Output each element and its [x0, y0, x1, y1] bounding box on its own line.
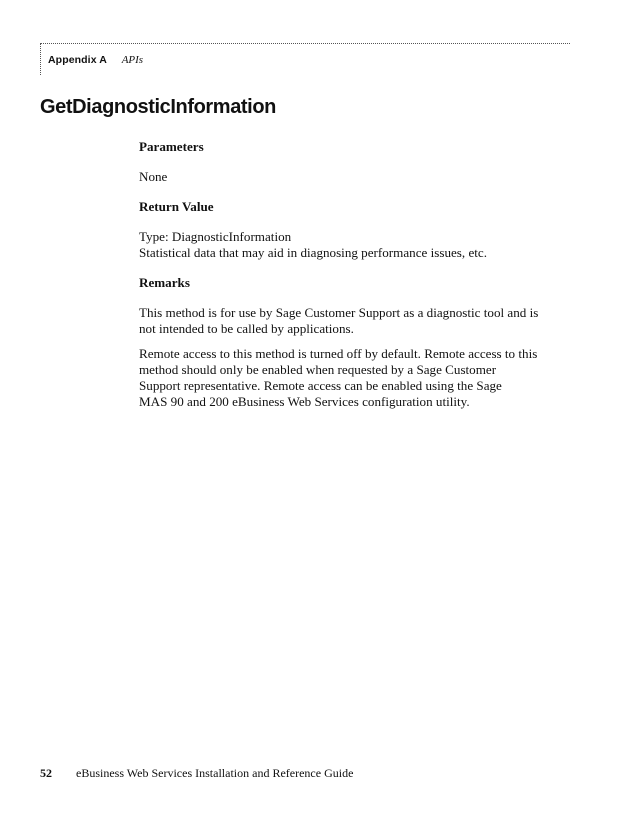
- page-number: 52: [40, 766, 52, 780]
- remarks-paragraph-1: [139, 305, 579, 337]
- return-value-type: Type: DiagnosticInformation: [139, 229, 292, 244]
- remarks-p2-line: Remote access to this method is turned off by default. Remote access to this: [139, 346, 538, 361]
- guide-title: eBusiness Web Services Installation and Reference Guide: [76, 766, 354, 780]
- body-content: [139, 139, 579, 410]
- remarks-p2-line: MAS 90 and 200 eBusiness Web Services configuration utility.: [139, 394, 470, 409]
- section-label: APIs: [121, 54, 144, 66]
- parameters-text: None: [139, 169, 168, 184]
- running-header: [48, 54, 143, 66]
- return-value-description: Statistical data that may aid in diagnosing performance issues, etc.: [139, 245, 487, 260]
- return-value-heading: Return Value: [139, 199, 214, 214]
- return-value-block: [139, 229, 579, 261]
- appendix-label: Appendix A: [48, 54, 107, 66]
- page-footer: [40, 766, 353, 781]
- remarks-p1-line: not intended to be called by applications.: [139, 321, 354, 336]
- remarks-paragraph-2: [139, 346, 579, 410]
- remarks-heading: Remarks: [139, 275, 190, 290]
- page-title: GetDiagnosticInformation: [40, 96, 276, 118]
- header-dotted-rule: [40, 43, 570, 44]
- header-dotted-rule-vertical: [40, 43, 41, 75]
- remarks-p2-line: method should only be enabled when requested by a Sage Customer: [139, 362, 497, 377]
- parameters-heading: Parameters: [139, 139, 204, 154]
- remarks-p2-line: Support representative. Remote access can be enabled using the Sage: [139, 378, 502, 393]
- remarks-p1-line: This method is for use by Sage Customer Support as a diagnostic tool and is: [139, 305, 539, 320]
